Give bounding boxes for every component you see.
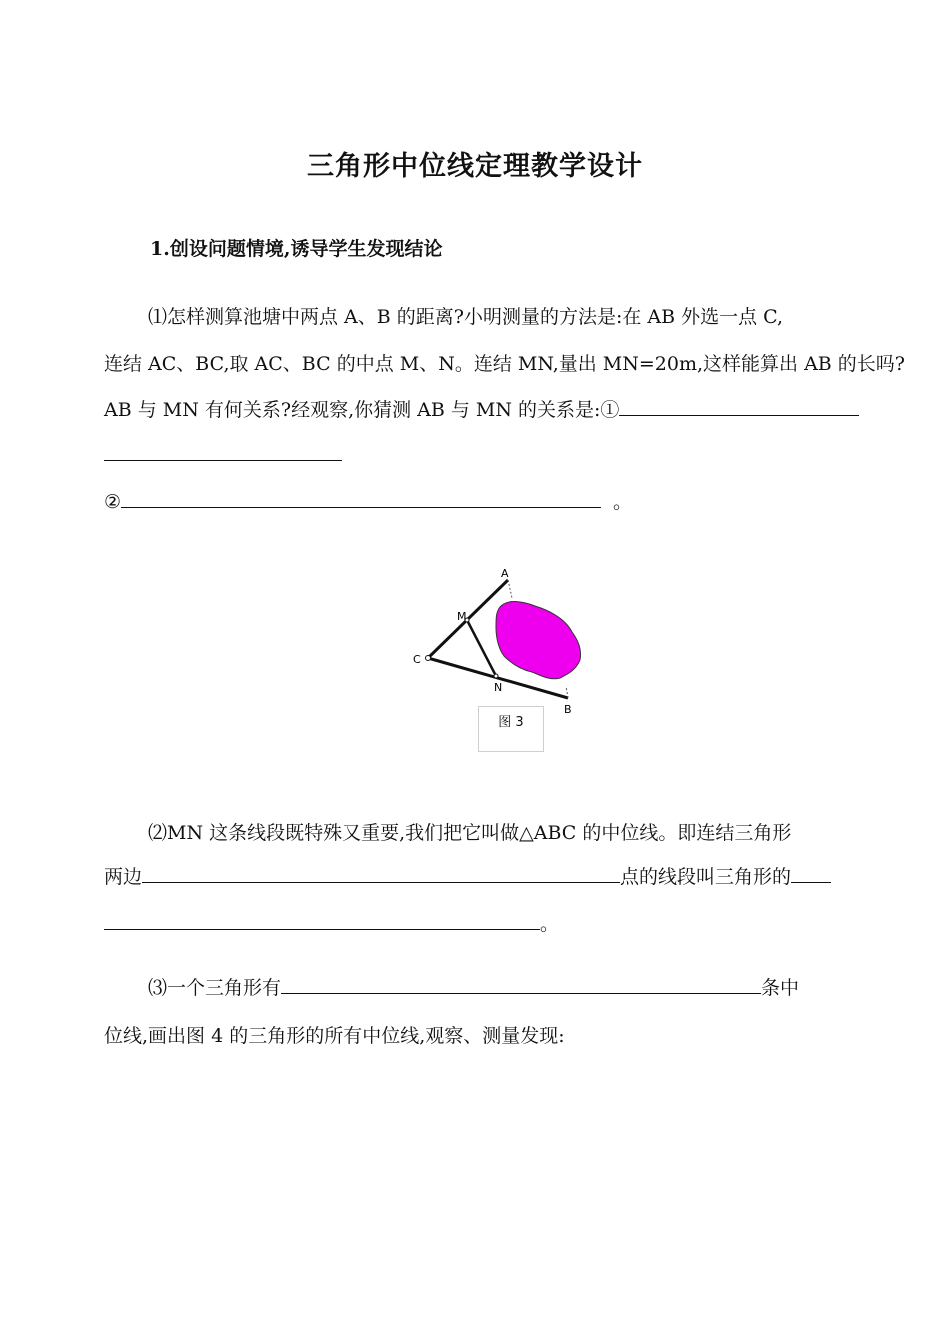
answer-blank-4a[interactable] <box>791 862 831 883</box>
q1-line-1: ⑴怎样测算池塘中两点 A、B 的距离?小明测量的方法是:在 AB 外选一点 C, <box>148 306 784 328</box>
point-c <box>426 656 431 661</box>
label-m: M <box>457 610 467 623</box>
q2-line-2-start: 两边 <box>104 866 143 888</box>
q2-line-3 <box>104 909 559 936</box>
answer-blank-4b[interactable] <box>104 909 540 930</box>
line-mn <box>467 620 496 676</box>
answer-blank-2[interactable] <box>121 487 601 508</box>
q2-line-2-mid: 点的线段叫三角形的 <box>620 866 792 888</box>
q1-line-5 <box>104 487 632 514</box>
q2-line-2 <box>104 862 831 889</box>
q1-period: 。 <box>613 491 633 513</box>
q2-period: 。 <box>540 913 560 935</box>
q3-line-2: 位线,画出图 4 的三角形的所有中位线,观察、测量发现: <box>104 1025 565 1047</box>
section-heading: 1.创设问题情境,诱导学生发现结论 <box>150 238 443 260</box>
answer-blank-3[interactable] <box>142 862 620 883</box>
label-b: B <box>564 703 572 716</box>
q1-line-2: 连结 AC、BC,取 AC、BC 的中点 M、N。连结 MN,量出 MN=20m,这样能算出 AB 的长吗? <box>104 353 905 375</box>
q1-line-3 <box>104 395 859 422</box>
q1-line-3-text: AB 与 MN 有何关系?经观察,你猜测 AB 与 MN 的关系是:① <box>104 399 620 421</box>
figure-caption: 图 3 <box>498 715 524 730</box>
pond-shape <box>496 602 581 679</box>
q1-line-4 <box>104 440 342 466</box>
figure-caption-box <box>478 706 544 752</box>
circle-number-2: ② <box>104 491 122 513</box>
label-n: N <box>494 681 503 694</box>
q2-line-1: ⑵MN 这条线段既特殊又重要,我们把它叫做△ABC 的中位线。即连结三角形 <box>148 822 792 844</box>
q3-line-1 <box>148 973 799 1000</box>
point-n <box>494 674 498 678</box>
q3-line-1-start: ⑶一个三角形有 <box>148 977 282 999</box>
label-a: A <box>501 567 509 580</box>
label-c: C <box>413 653 421 666</box>
answer-blank-1a[interactable] <box>619 395 859 416</box>
answer-blank-5[interactable] <box>281 973 761 994</box>
dashed-a <box>508 580 512 598</box>
answer-blank-1b[interactable] <box>104 440 342 461</box>
q3-line-1-end: 条中 <box>761 977 800 999</box>
page-title: 三角形中位线定理教学设计 <box>307 151 643 182</box>
